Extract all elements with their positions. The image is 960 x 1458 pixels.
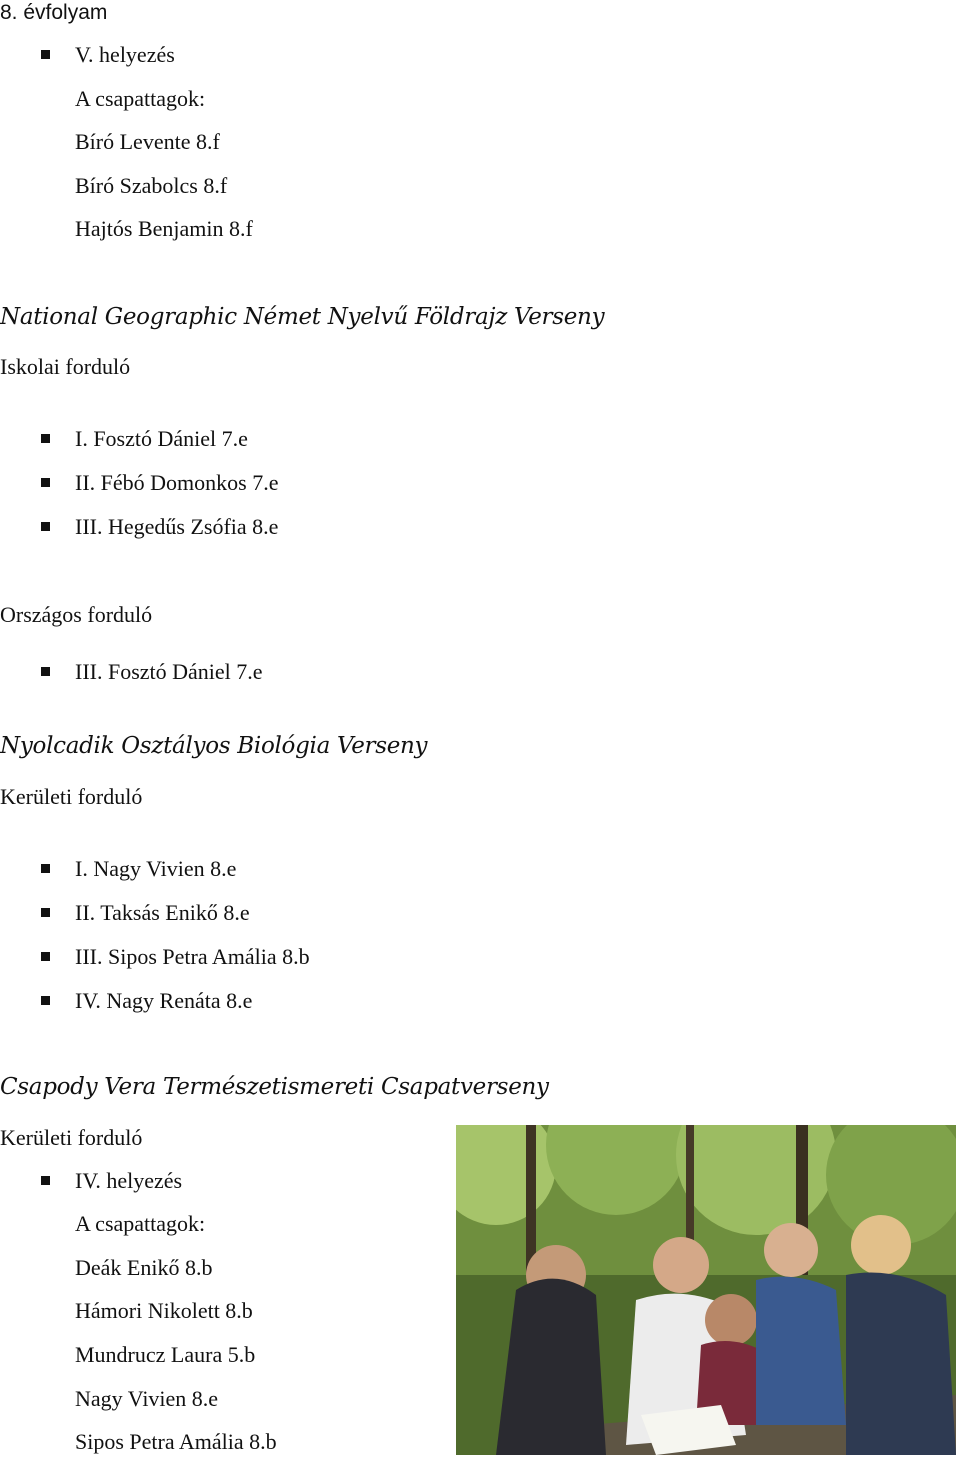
placement-text: V. helyezés	[75, 42, 175, 67]
team-photo-illustration	[456, 1125, 956, 1455]
bullet-icon	[41, 667, 50, 676]
bullet-icon	[41, 908, 50, 917]
grade-header: 8. évfolyam	[0, 1, 108, 24]
bullet-icon	[41, 996, 50, 1005]
team-photo	[456, 1125, 956, 1455]
competition-title: Nyolcadik Osztályos Biológia Verseny	[0, 733, 428, 759]
round-label: Országos forduló	[0, 602, 153, 627]
bullet-icon	[41, 864, 50, 873]
teams-label: A csapattagok:	[75, 1211, 206, 1236]
result-item: III. Sipos Petra Amália 8.b	[75, 944, 310, 969]
result-item: III. Hegedűs Zsófia 8.e	[75, 514, 279, 539]
round-label: Iskolai forduló	[0, 354, 131, 379]
result-item: I. Nagy Vivien 8.e	[75, 856, 237, 881]
bullet-icon	[41, 434, 50, 443]
bullet-icon	[41, 952, 50, 961]
round-label: Kerületi forduló	[0, 1125, 143, 1150]
team-member: Bíró Szabolcs 8.f	[75, 173, 228, 198]
result-item: II. Fébó Domonkos 7.e	[75, 470, 279, 495]
competition-title: Csapody Vera Természetismereti Csapatverseny	[0, 1074, 549, 1100]
bullet-icon	[41, 478, 50, 487]
teams-label: A csapattagok:	[75, 86, 206, 111]
bullet-icon	[41, 522, 50, 531]
team-member: Mundrucz Laura 5.b	[75, 1342, 256, 1367]
round-label: Kerületi forduló	[0, 784, 143, 809]
result-item: III. Fosztó Dániel 7.e	[75, 659, 263, 684]
team-member: Sipos Petra Amália 8.b	[75, 1429, 277, 1454]
bullet-icon	[41, 50, 50, 59]
placement-text: IV. helyezés	[75, 1168, 183, 1193]
competition-title: National Geographic Német Nyelvű Földrajz Verseny	[0, 304, 605, 330]
team-member: Bíró Levente 8.f	[75, 129, 220, 154]
result-item: I. Fosztó Dániel 7.e	[75, 426, 248, 451]
team-member: Nagy Vivien 8.e	[75, 1386, 219, 1411]
result-item: IV. Nagy Renáta 8.e	[75, 988, 253, 1013]
team-member: Deák Enikő 8.b	[75, 1255, 213, 1280]
bullet-icon	[41, 1176, 50, 1185]
result-item: II. Taksás Enikő 8.e	[75, 900, 250, 925]
team-member: Hámori Nikolett 8.b	[75, 1298, 253, 1323]
team-member: Hajtós Benjamin 8.f	[75, 216, 253, 241]
